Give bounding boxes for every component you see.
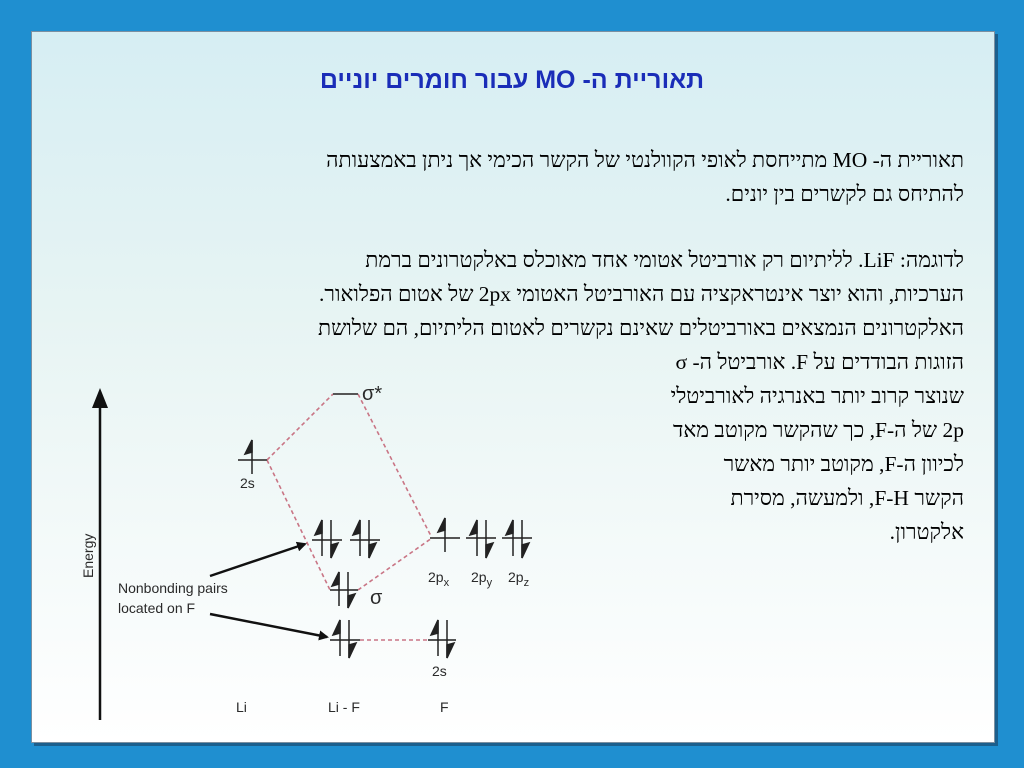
text-line: שנוצר קרוב יותר באנרגיה לאורביטלי (670, 384, 964, 408)
text-line: לדוגמה: LiF. לליתיום רק אורביטל אטומי אחד מאוכלס באלקטרונים ברמת (365, 248, 964, 272)
electron-up-icon (431, 620, 438, 656)
column-label-lif: Li - F (328, 699, 360, 715)
sigma-star-label: σ* (362, 383, 383, 405)
column-label-f: F (440, 699, 449, 715)
column-label-li: Li (236, 699, 247, 715)
text-line: 2p של ה-F, כך שהקשר מקוטב מאד (673, 418, 964, 442)
text-line: לכיוון ה-F, מקוטב יותר מאשר (723, 452, 964, 476)
text-line: להתיחס גם לקשרים בין יונים. (725, 182, 964, 206)
pointer-arrow-upper (210, 544, 305, 576)
nonbonding-label-line2: located on F (118, 600, 196, 616)
energy-axis-arrowhead (92, 388, 108, 408)
electron-up-icon (315, 520, 322, 556)
electron-up-icon (353, 520, 360, 556)
pointer-arrow-lower (210, 614, 327, 637)
electron-up-icon (245, 440, 252, 474)
text-line: הערכיות, והוא יוצר אינטראקציה עם האורביטל האטומי 2px של אטום הפלואור. (319, 282, 964, 306)
li-2s-label: 2s (240, 475, 255, 491)
f-2px-label: $2p_x$ (428, 569, 450, 589)
text-line: הקשר F-H, ולמעשה, מסירת (730, 486, 964, 510)
slide-title: תאוריית ה- MO עבור חומרים יוניים (319, 66, 705, 94)
connector-sigmastar-f2px (358, 394, 432, 538)
sigma-label: σ (370, 587, 383, 609)
electron-up-icon (333, 620, 340, 656)
energy-levels (238, 394, 532, 640)
f-2s-label: 2s (432, 663, 447, 679)
text-line: האלקטרונים הנמצאים באורביטלים שאינם נקשרים לאטום הליתיום, הם שלושת (317, 316, 964, 340)
f-2py-label: $2p_y$ (471, 569, 493, 589)
nonbonding-label-line1: Nonbonding pairs (118, 580, 228, 596)
text-line: אלקטרון. (889, 520, 964, 544)
electron-up-icon (438, 518, 445, 552)
text-line: תאוריית ה- MO מתייחסת לאופי הקוולנטי של הקשר הכימי אך ניתן באמצעותה (326, 148, 964, 172)
energy-label: Energy (80, 533, 96, 578)
f-2pz-label: $2p_z$ (508, 569, 530, 589)
connector-li2s-sigmastar (267, 394, 333, 460)
text-line: הזוגות הבודדים על F. אורביטל ה- σ (675, 350, 964, 374)
